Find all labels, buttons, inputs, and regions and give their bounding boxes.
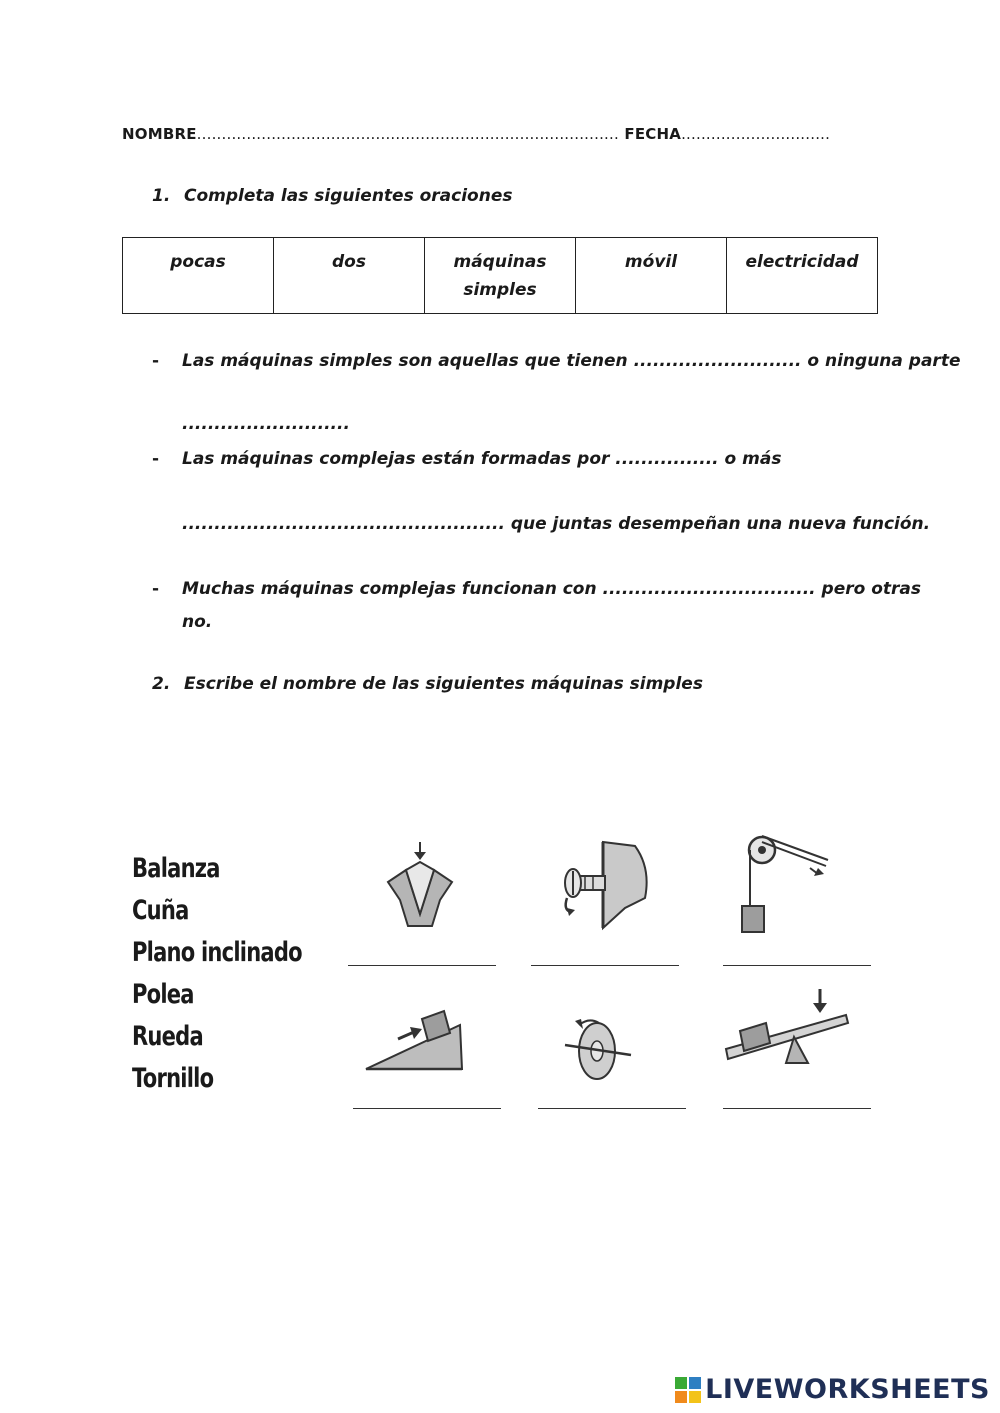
pulley-illustration-icon bbox=[730, 828, 840, 938]
machine-name: Cuña bbox=[132, 895, 189, 926]
sentence-1-line-2[interactable]: .......................... bbox=[182, 414, 350, 434]
bullet-dash: - bbox=[152, 449, 160, 469]
section1-number: 1. bbox=[152, 186, 171, 206]
word-bank-cell bbox=[727, 238, 878, 314]
word-bank-word: móvil bbox=[624, 252, 678, 272]
brand-name: LIVEWORKSHEETS bbox=[705, 1374, 990, 1405]
name-label: NOMBRE bbox=[122, 125, 197, 143]
word-bank-cell bbox=[576, 238, 727, 314]
bullet-dash: - bbox=[152, 579, 160, 599]
machine-name: Rueda bbox=[132, 1021, 203, 1052]
date-field[interactable]: .............................. bbox=[681, 125, 831, 143]
machine-name: Plano inclinado bbox=[132, 937, 302, 968]
answer-line[interactable] bbox=[723, 965, 871, 966]
word-bank-cell bbox=[274, 238, 425, 314]
sentence-1-line-1[interactable]: Las máquinas simples son aquellas que tienen .......................... o ninguna parte bbox=[182, 351, 961, 371]
word-bank-table bbox=[122, 237, 878, 314]
word-bank-cell bbox=[425, 238, 576, 314]
word-bank-word: electricidad bbox=[745, 252, 859, 272]
answer-line[interactable] bbox=[538, 1108, 686, 1109]
word-bank-word: dos bbox=[332, 252, 366, 272]
machine-name: Polea bbox=[132, 979, 194, 1010]
section1-heading bbox=[152, 186, 513, 206]
inclined-plane-illustration-icon bbox=[362, 1005, 467, 1075]
name-field[interactable]: ..................................................................................... bbox=[196, 125, 619, 143]
sentence-3-line-1[interactable]: Muchas máquinas complejas funcionan con ................................. pero otras bbox=[182, 579, 921, 599]
section1-title: Completa las siguientes oraciones bbox=[184, 186, 513, 206]
word-bank-word: simples bbox=[463, 280, 537, 300]
section2-number: 2. bbox=[152, 674, 171, 694]
word-bank-cell bbox=[123, 238, 274, 314]
date-label: FECHA bbox=[624, 125, 682, 143]
machine-name: Tornillo bbox=[132, 1063, 214, 1094]
word-bank-word: máquinas bbox=[453, 252, 547, 272]
machine-names-list bbox=[132, 848, 302, 1100]
sentence-3-line-2: no. bbox=[182, 612, 213, 632]
answer-line[interactable] bbox=[353, 1108, 501, 1109]
answer-line[interactable] bbox=[348, 965, 496, 966]
header-line bbox=[122, 125, 830, 143]
sentence-2-line-1[interactable]: Las máquinas complejas están formadas por ................ o más bbox=[182, 449, 782, 469]
section2-heading bbox=[152, 674, 703, 694]
bullet-dash: - bbox=[152, 351, 160, 371]
lever-balance-illustration-icon bbox=[722, 985, 850, 1075]
answer-line[interactable] bbox=[531, 965, 679, 966]
word-bank-word: pocas bbox=[170, 252, 226, 272]
wheel-illustration-icon bbox=[555, 1015, 640, 1080]
wedge-illustration-icon bbox=[380, 840, 460, 930]
sentence-2-line-2[interactable]: .................................................. que juntas desempeñan una nueva función. bbox=[182, 514, 931, 534]
screw-illustration-icon bbox=[555, 838, 655, 933]
machine-name: Balanza bbox=[132, 853, 220, 884]
answer-line[interactable] bbox=[723, 1108, 871, 1109]
liveworksheets-logo bbox=[675, 1374, 990, 1405]
liveworksheets-logo-icon bbox=[675, 1377, 701, 1403]
section2-title: Escribe el nombre de las siguientes máquinas simples bbox=[184, 674, 703, 694]
